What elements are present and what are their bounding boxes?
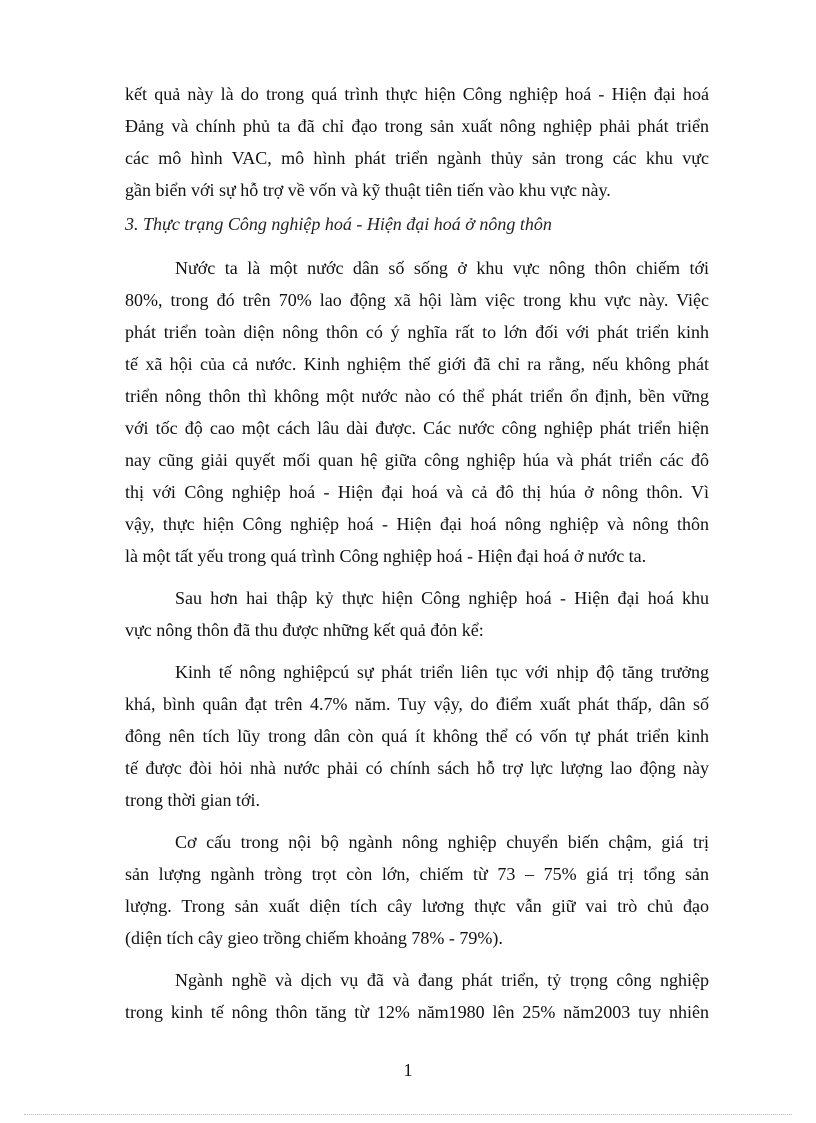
- paragraph-rural-population: [125, 252, 709, 572]
- paragraph-results-intro: [125, 582, 709, 646]
- text-line: kết quả này là do trong quá trình thực hiện Công nghiệp hoá - Hiện đại hoá: [125, 84, 709, 104]
- text-line: phát triển toàn diện nông thôn có ý nghĩa rất to lớn đối với phát triển kinh: [125, 322, 709, 342]
- text-line: triển nông thôn thì không một nước nào có thể phát triển ổn định, bền vững: [125, 386, 709, 406]
- text-line: (diện tích cây gieo trồng chiếm khoảng 78% - 79%).: [125, 928, 503, 948]
- paragraph-agriculture-growth: [125, 656, 709, 816]
- text-line: thị với Công nghiệp hoá - Hiện đại hoá và cả đô thị húa ở nông thôn. Vì: [125, 482, 709, 502]
- text-line: tế được đòi hỏi nhà nước phải có chính sách hỗ trợ lực lượng lao động này: [125, 758, 709, 778]
- text-line: Ngành nghề và dịch vụ đã và đang phát triển, tỷ trọng công nghiệp: [175, 970, 709, 990]
- text-line: các mô hình VAC, mô hình phát triển ngành thủy sản trong các khu vực: [125, 148, 709, 168]
- text-line: Cơ cấu trong nội bộ ngành nông nghiệp chuyển biến chậm, giá trị: [175, 832, 709, 852]
- text-line: tế xã hội của cả nước. Kinh nghiệm thế giới đã chỉ ra rằng, nếu không phát: [125, 354, 709, 374]
- text-line: nay cũng giải quyết mối quan hệ giữa công nghiệp húa và phát triển các đô: [125, 450, 709, 470]
- text-line: trong kinh tế nông thôn tăng từ 12% năm1980 lên 25% năm2003 tuy nhiên: [125, 1002, 709, 1022]
- page-divider: [24, 1114, 792, 1115]
- document-body: [125, 78, 709, 1028]
- paragraph-intro: [125, 78, 709, 206]
- text-line: Kinh tế nông nghiệpcú sự phát triển liên tục với nhịp độ tăng trưởng: [175, 662, 709, 682]
- text-line: vực nông thôn đã thu được những kết quả đỏn kể:: [125, 620, 484, 640]
- paragraph-services: [125, 964, 709, 1028]
- text-line: 80%, trong đó trên 70% lao động xã hội làm việc trong khu vực này. Việc: [125, 290, 709, 310]
- text-line: khá, bình quân đạt trên 4.7% năm. Tuy vậy, do điểm xuất phát thấp, dân số: [125, 694, 709, 714]
- text-line: sản lượng ngành tròng trọt còn lớn, chiếm từ 73 – 75% giá trị tổng sản: [125, 864, 709, 884]
- section-heading: 3. Thực trạng Công nghiệp hoá - Hiện đại hoá ở nông thôn: [125, 214, 552, 234]
- text-line: Sau hơn hai thập kỷ thực hiện Công nghiệp hoá - Hiện đại hoá khu: [175, 588, 709, 608]
- paragraph-structure: [125, 826, 709, 954]
- text-line: Đảng và chính phủ ta đã chỉ đạo trong sản xuất nông nghiệp phải phát triển: [125, 116, 709, 136]
- text-line: đông nên tích lũy trong dân còn quá ít không thể có vốn tự phát triển kinh: [125, 726, 709, 746]
- text-line: với tốc độ cao một cách lâu dài được. Các nước công nghiệp phát triển hiện: [125, 418, 709, 438]
- text-line: Nước ta là một nước dân số sống ở khu vực nông thôn chiếm tới: [175, 258, 709, 278]
- text-line: lượng. Trong sản xuất diện tích cây lương thực vẫn giữ vai trò chủ đạo: [125, 896, 709, 916]
- page-number: 1: [403, 1060, 413, 1080]
- text-line: là một tất yếu trong quá trình Công nghiệp hoá - Hiện đại hoá ở nước ta.: [125, 546, 647, 566]
- text-line: trong thời gian tới.: [125, 790, 261, 810]
- text-line: vậy, thực hiện Công nghiệp hoá - Hiện đại hoá nông nghiệp và nông thôn: [125, 514, 709, 534]
- text-line: gần biển với sự hỗ trợ về vốn và kỹ thuật tiên tiến vào khu vực này.: [125, 180, 611, 200]
